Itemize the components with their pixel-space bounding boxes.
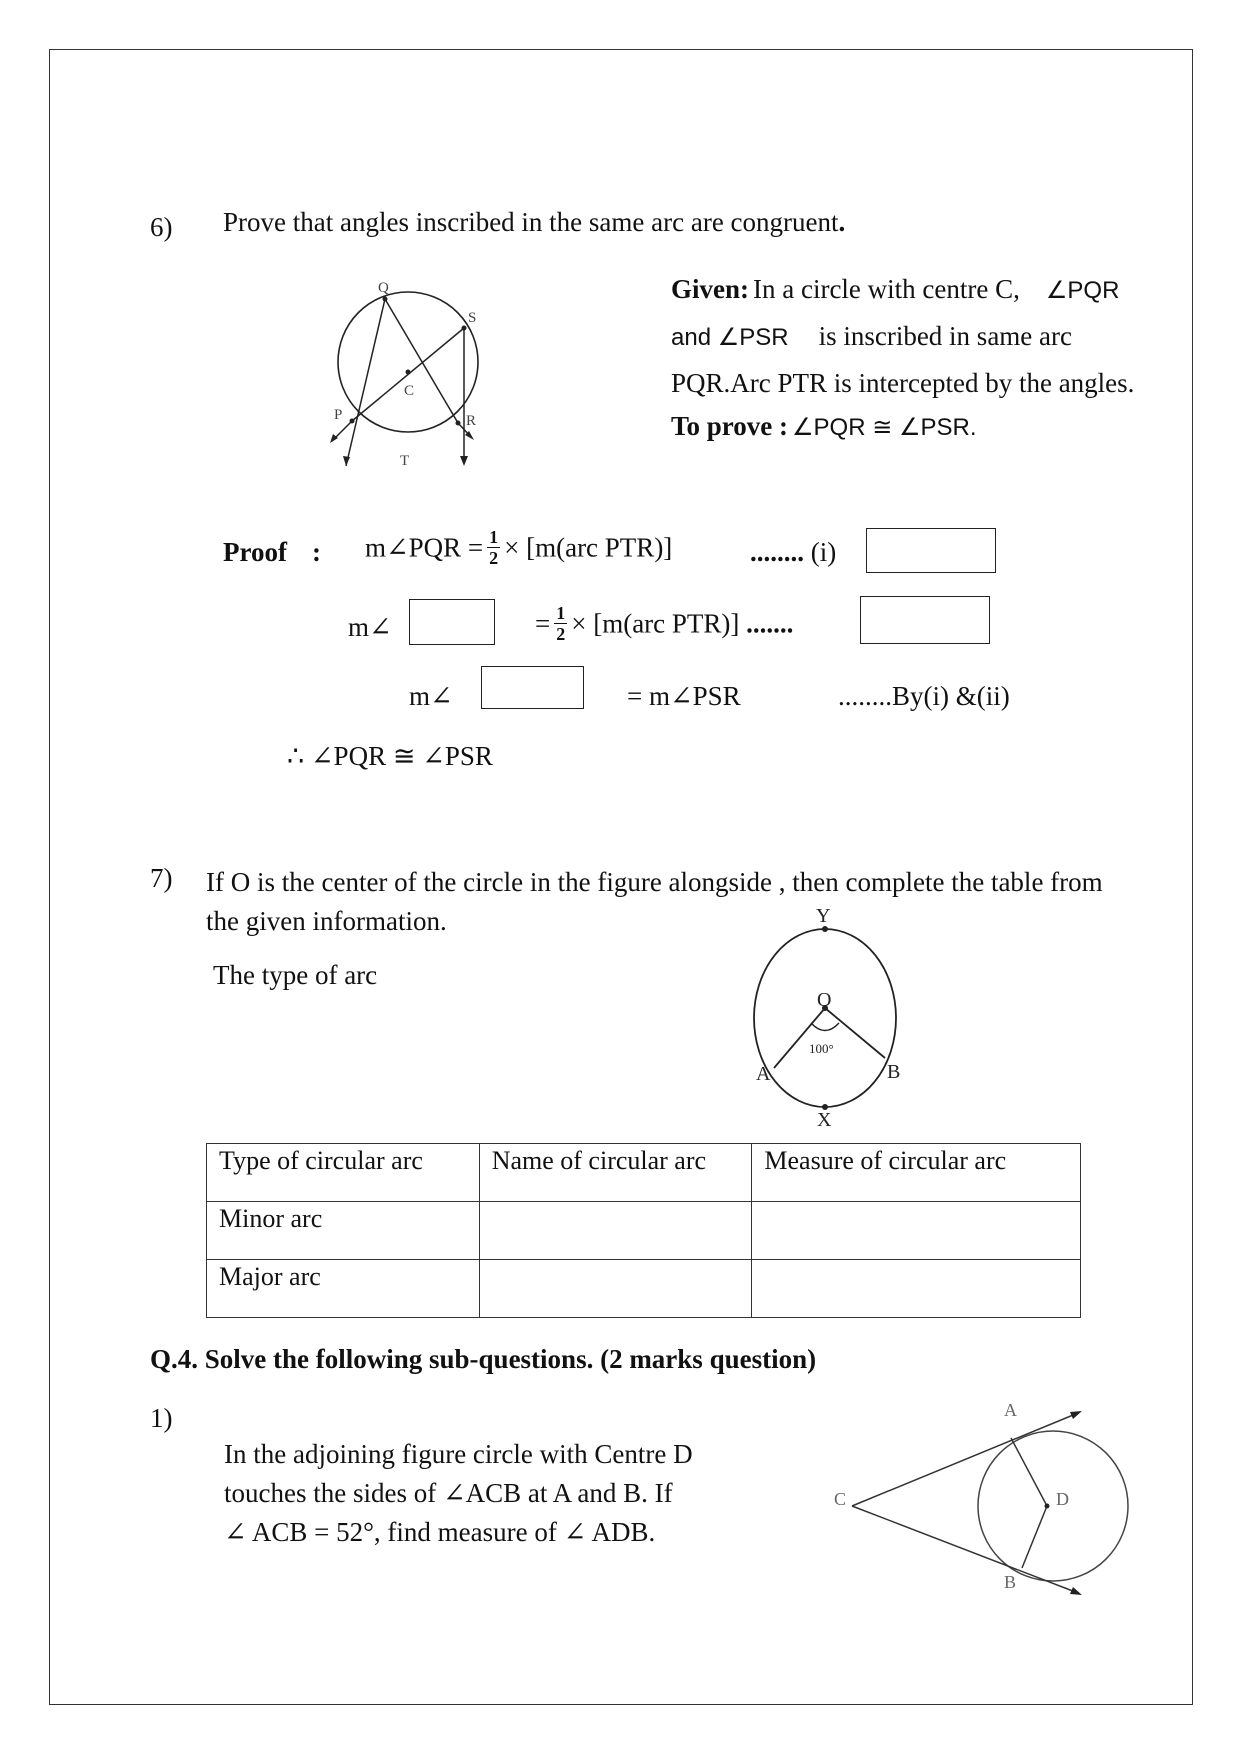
label-q: Q — [378, 280, 389, 296]
fraction-half-2: $\frac{1}{2}$ — [556, 603, 566, 644]
proof-line-3-rhs: = m∠PSR — [627, 681, 741, 711]
proof-colon: : — [312, 537, 321, 567]
label-b: B — [887, 1061, 901, 1083]
q6-number: 6) — [150, 212, 173, 242]
proof-line-1-ref: ........ (i) — [750, 537, 837, 567]
label-a: A — [1004, 1400, 1017, 1420]
q4-tangent-figure — [830, 1398, 1130, 1608]
table-header: Name of circular arc — [479, 1144, 752, 1202]
proof-conclusion: ∴ ∠PQR ≅ ∠PSR — [287, 741, 493, 771]
label-c: C — [404, 383, 415, 399]
table-row — [207, 1202, 1081, 1260]
label-t: T — [400, 453, 410, 469]
label-a: A — [756, 1063, 771, 1085]
table-cell-name-blank[interactable] — [479, 1260, 752, 1318]
angle-arc-aob — [811, 1023, 839, 1031]
table-cell-measure-blank[interactable] — [752, 1260, 1081, 1318]
q7-circle-figure — [740, 908, 910, 1128]
label-x: X — [817, 1109, 832, 1128]
q4-sub1-text: In the adjoining figure circle with Centre D touches the sides of ∠ACB at A and B. If ∠ ACB = 52°, find measure of ∠ ADB. — [224, 1439, 693, 1547]
proof-line-2-lhs: m∠ — [348, 612, 392, 642]
tangent-ca — [852, 1413, 1078, 1506]
q4-sub1-number: 1) — [150, 1403, 173, 1433]
label-c: C — [834, 1489, 847, 1509]
table-cell-type: Major arc — [207, 1260, 480, 1318]
table-header: Measure of circular arc — [752, 1144, 1081, 1202]
tangent-cb — [852, 1506, 1078, 1593]
label-o: O — [817, 989, 832, 1011]
chord-qr — [385, 299, 458, 423]
table-cell-measure-blank[interactable] — [752, 1202, 1081, 1260]
q7-question: If O is the center of the circle in the figure alongside , then complete the table from the given information. — [206, 867, 1103, 936]
circle-o — [754, 929, 896, 1107]
point-r — [456, 421, 461, 426]
table-cell-type: Minor arc — [207, 1202, 480, 1260]
fraction-half: $\frac{1}{2}$ — [489, 527, 499, 568]
radius-oa — [774, 1008, 825, 1068]
arrow-a — [1070, 1411, 1082, 1419]
point-c — [406, 370, 411, 375]
label-b: B — [1004, 1572, 1017, 1592]
radius-db — [1022, 1506, 1047, 1568]
radius-ob — [825, 1008, 885, 1058]
circle-d — [978, 1431, 1128, 1581]
table-header: Type of circular arc — [207, 1144, 480, 1202]
point-s — [462, 326, 467, 331]
point-d — [1045, 1504, 1050, 1509]
answer-box-angle-2[interactable] — [409, 599, 495, 645]
label-p: P — [334, 407, 343, 423]
proof-line-3-ref: ........By(i) &(ii) — [838, 681, 1010, 711]
label-y: Y — [816, 908, 831, 927]
q6-given-block: Given: In a circle with centre C, ∠PQR and ∠PSR is inscribed in same arc PQR.Arc PTR is intercepted by the angles. To prove : ∠PQR ≅ ∠PSR. — [671, 274, 1135, 441]
table-cell-name-blank[interactable] — [479, 1202, 752, 1260]
answer-box-reason-1[interactable] — [866, 528, 996, 573]
proof-line-2-rhs: = $\frac{1}{2}$ × [m(arc PTR)] ....... — [535, 603, 794, 644]
q7-subheading: The type of arc — [213, 960, 378, 990]
proof-label: Proof — [223, 537, 287, 567]
answer-box-angle-3[interactable] — [481, 666, 584, 709]
label-r: R — [466, 413, 477, 429]
label-angle: 100° — [809, 1041, 834, 1056]
arc-table — [206, 1143, 1081, 1318]
q6-question: Prove that angles inscribed in the same arc are congruent. — [223, 207, 846, 237]
label-s: S — [468, 310, 477, 326]
arrow-b — [1070, 1587, 1082, 1595]
chord-qp-extended — [346, 299, 385, 466]
q4-heading: Q.4. Solve the following sub-questions. (2 marks question) — [150, 1344, 817, 1374]
point-q — [383, 297, 388, 302]
answer-box-reason-2[interactable] — [860, 596, 990, 644]
point-p — [350, 419, 355, 424]
radius-da — [1011, 1438, 1047, 1506]
proof-line-1: m∠PQR = $\frac{1}{2}$ × [m(arc PTR)] — [365, 527, 673, 568]
table-header-row — [207, 1144, 1081, 1202]
label-d: D — [1056, 1489, 1069, 1509]
table-row — [207, 1260, 1081, 1318]
q7-number: 7) — [150, 863, 173, 893]
proof-line-3-lhs: m∠ — [409, 681, 453, 711]
q6-circle-figure — [322, 276, 482, 476]
